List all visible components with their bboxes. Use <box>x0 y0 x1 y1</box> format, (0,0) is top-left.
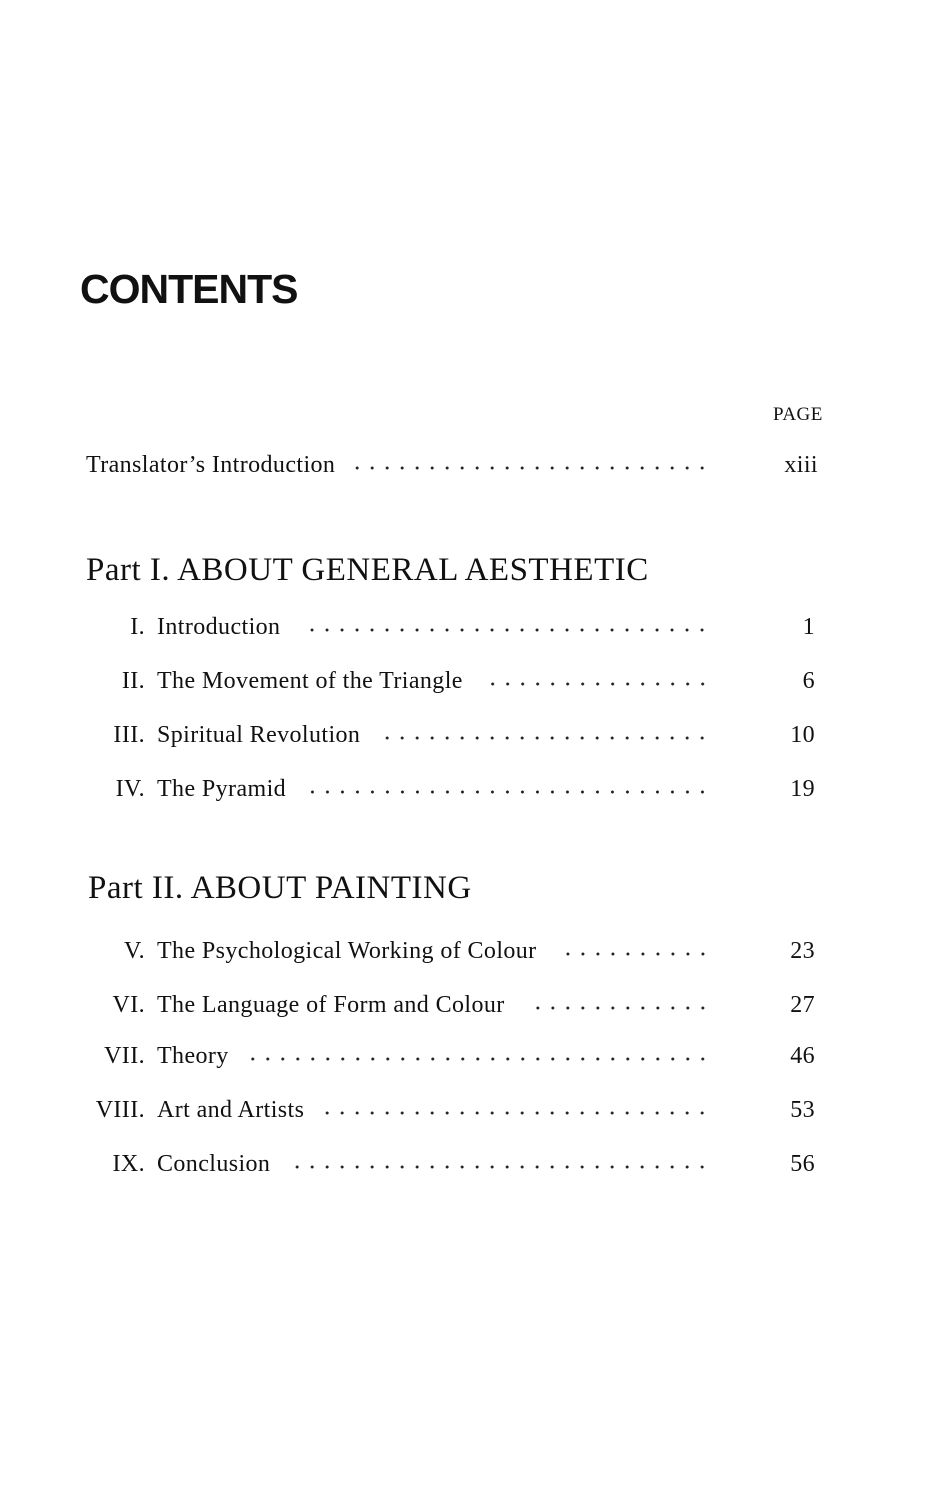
page-column-label: PAGE <box>773 404 823 425</box>
entry-title: The Pyramid <box>157 776 287 802</box>
dot-leader <box>557 951 710 957</box>
chapter-number: I. <box>130 614 145 640</box>
entry-page: 23 <box>790 938 815 964</box>
dot-leader <box>483 681 710 687</box>
entry-title: Translator’s Introduction <box>86 452 336 478</box>
dot-leader <box>300 627 710 633</box>
chapter-number: III. <box>113 722 145 748</box>
dot-leader <box>324 1110 710 1116</box>
dot-leader <box>306 789 710 795</box>
toc-entry[interactable] <box>0 722 935 752</box>
toc-entry[interactable] <box>0 1097 935 1127</box>
entry-title: Spiritual Revolution <box>157 722 361 748</box>
entry-page: 10 <box>790 722 815 748</box>
part-heading: Part II. ABOUT PAINTING <box>88 870 472 906</box>
toc-entry[interactable] <box>0 668 935 698</box>
entry-page: 56 <box>790 1151 815 1177</box>
chapter-number: V. <box>123 938 145 964</box>
entry-page: 27 <box>790 992 815 1018</box>
entry-page: 53 <box>790 1097 815 1123</box>
entry-title: The Psychological Working of Colour <box>157 938 537 964</box>
entry-title: The Movement of the Triangle <box>157 668 463 694</box>
entry-page: 1 <box>802 614 815 640</box>
entry-title: Conclusion <box>157 1151 271 1177</box>
toc-entry[interactable] <box>0 1151 935 1181</box>
dot-leader <box>525 1005 710 1011</box>
dot-leader <box>380 735 710 741</box>
toc-entry[interactable] <box>0 992 935 1022</box>
part-heading: Part I. ABOUT GENERAL AESTHETIC <box>86 552 649 588</box>
dot-leader <box>290 1164 710 1170</box>
entry-title: Theory <box>157 1043 229 1069</box>
entry-page: xiii <box>784 452 818 478</box>
entry-title: Introduction <box>157 614 281 640</box>
toc-entry[interactable] <box>0 1043 935 1073</box>
chapter-number: IV. <box>115 776 145 802</box>
entry-title: The Language of Form and Colour <box>157 992 505 1018</box>
dot-leader <box>249 1056 710 1062</box>
chapter-number: II. <box>121 668 145 694</box>
entry-page: 46 <box>790 1043 815 1069</box>
dot-leader <box>355 465 710 471</box>
entry-title: Art and Artists <box>157 1097 305 1123</box>
entry-page: 19 <box>790 776 815 802</box>
chapter-number: VI. <box>112 992 145 1018</box>
entry-page: 6 <box>802 668 815 694</box>
toc-entry[interactable] <box>0 938 935 968</box>
page-title: CONTENTS <box>80 266 298 312</box>
chapter-number: VII. <box>104 1043 145 1069</box>
chapter-number: IX. <box>112 1151 145 1177</box>
toc-entry[interactable] <box>0 776 935 806</box>
toc-entry-introduction[interactable] <box>0 452 935 482</box>
toc-entry[interactable] <box>0 614 935 644</box>
chapter-number: VIII. <box>95 1097 145 1123</box>
